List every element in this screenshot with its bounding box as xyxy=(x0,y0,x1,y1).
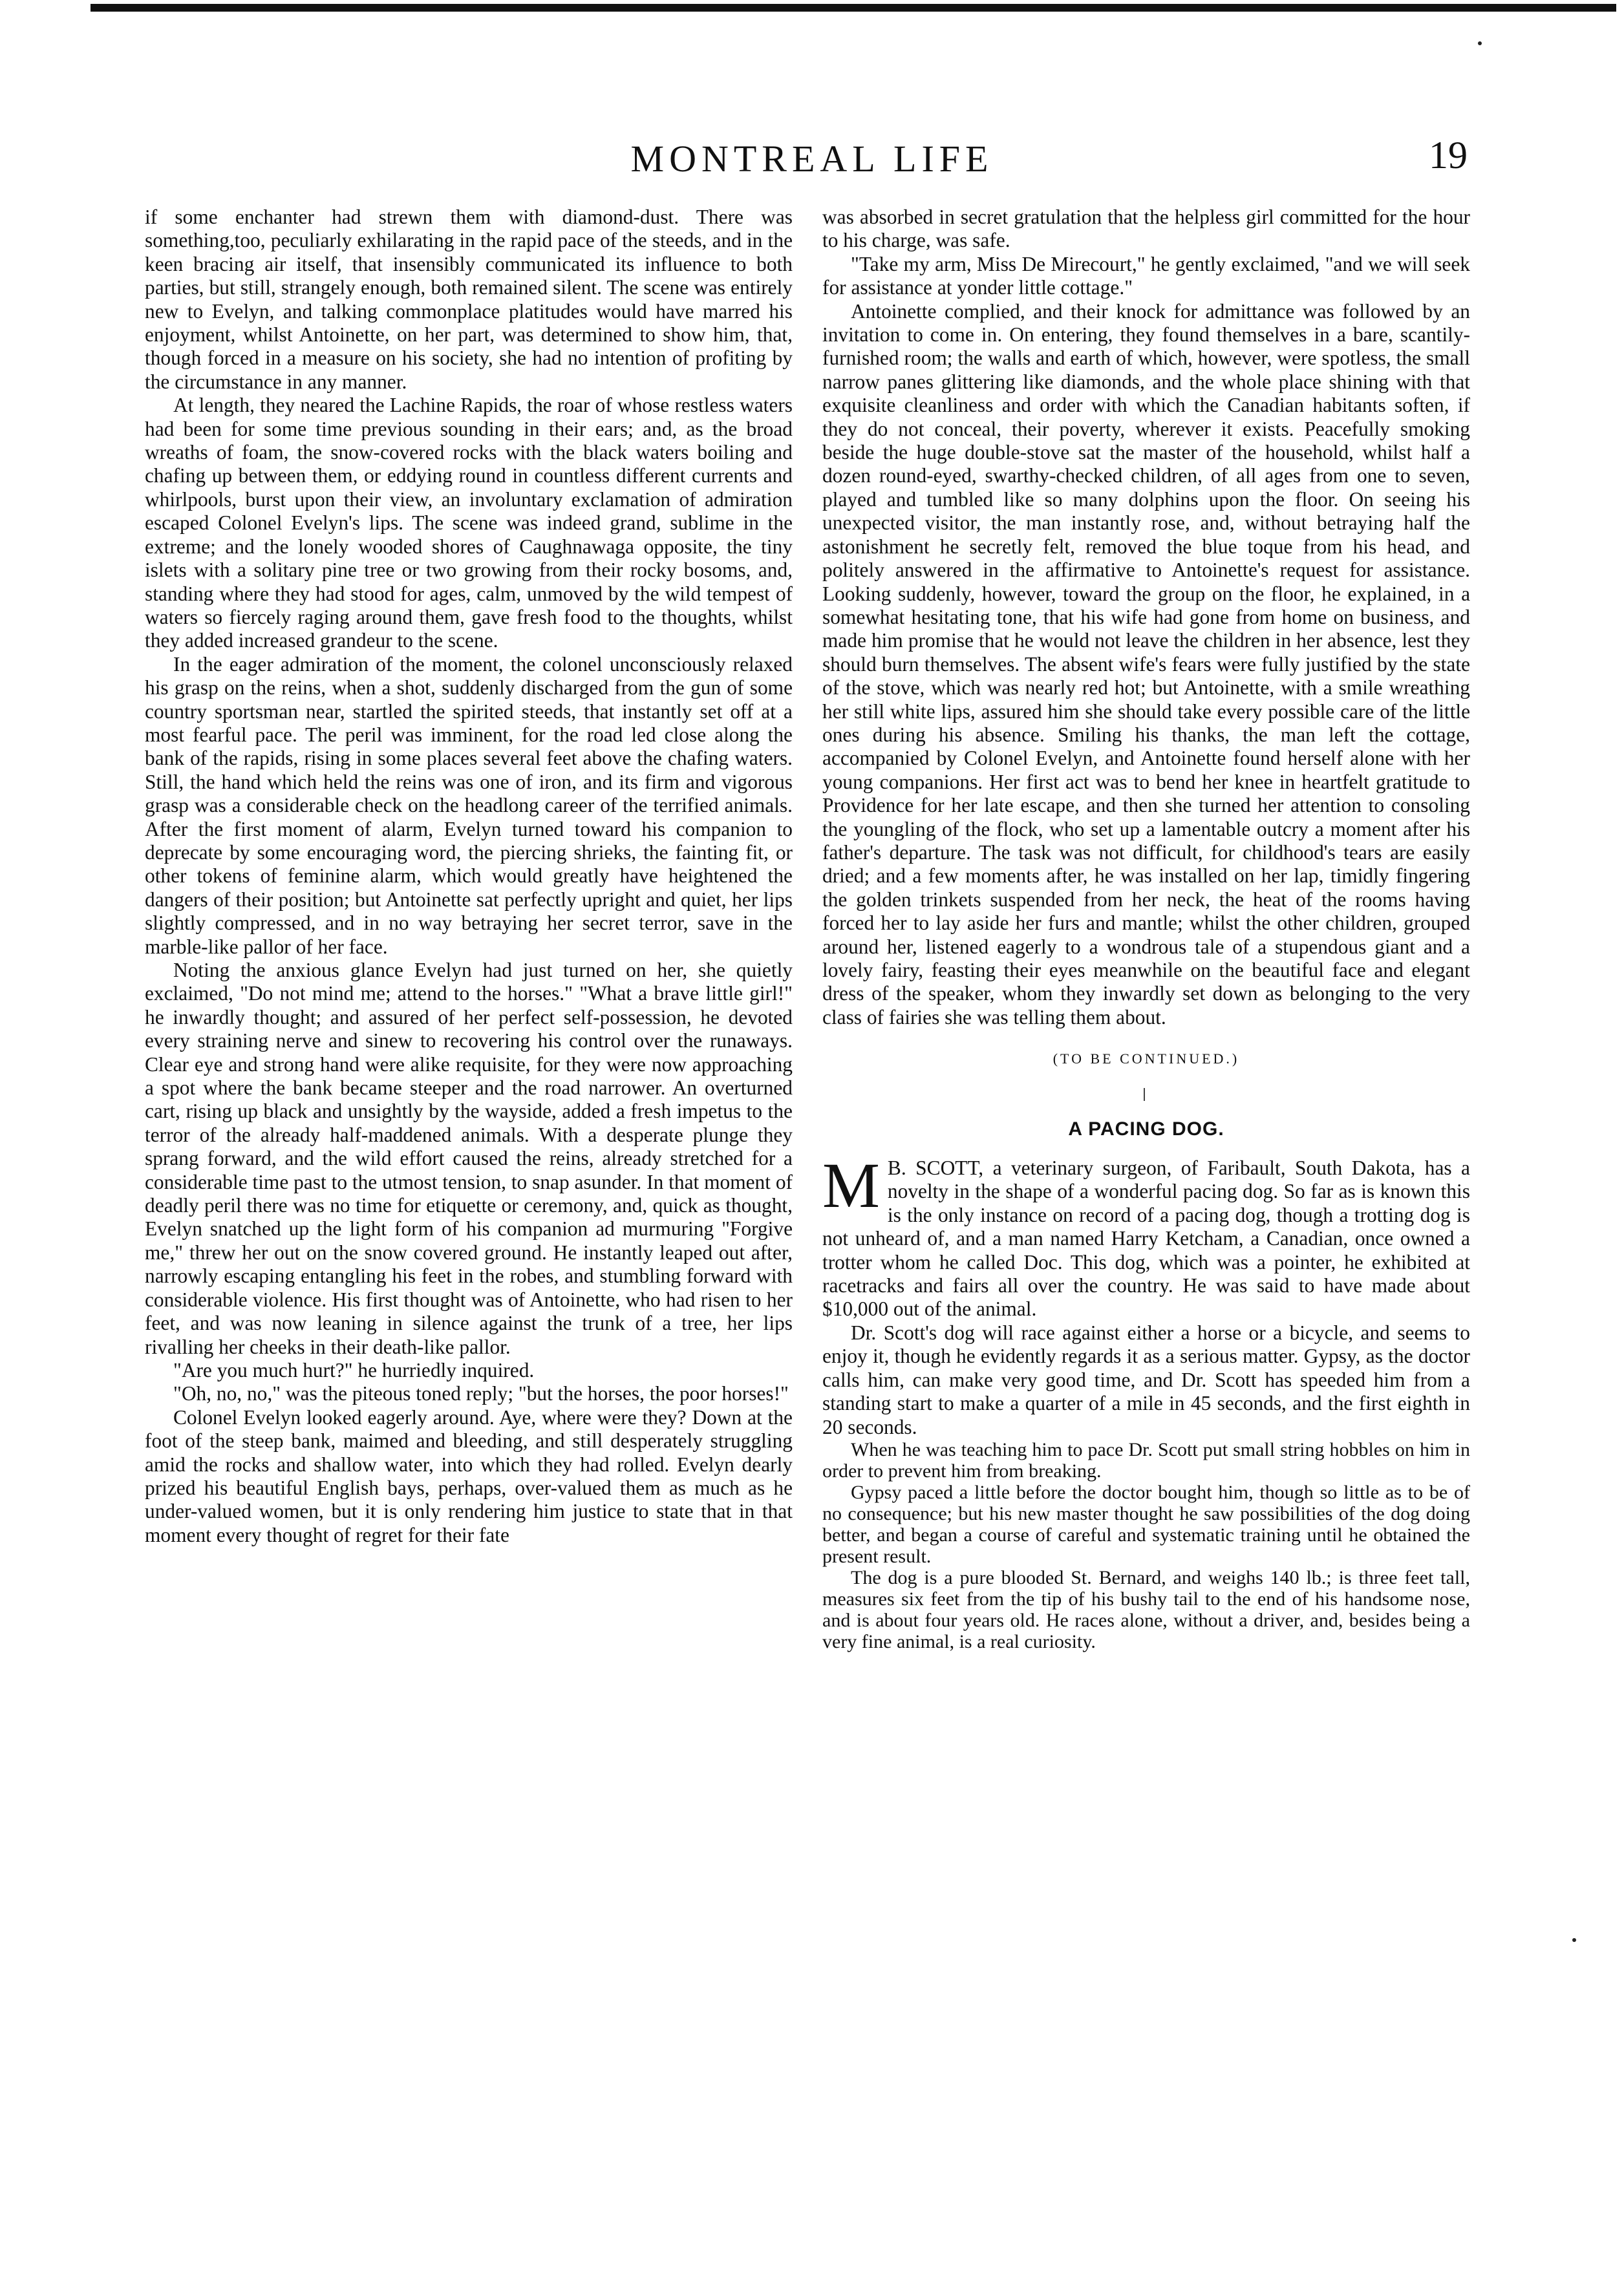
article-lead-paragraph xyxy=(822,1149,1470,1321)
paragraph: In the eager admiration of the moment, the colonel unconsciously relaxed his grasp on the reins, when a shot, suddenly discharged from the gun of some country sportsman near, startled the spirited steeds, that instantly set off at a most fearful pace. The peril was imminent, for the road led close along the bank of the rapids, rising in some places several feet above the chafing waters. Still, the hand which held the reins was one of iron, and its firm and vigorous grasp was a considerable check on the headlong career of the terrified animals. After the first moment of alarm, Evelyn turned toward his companion to deprecate by some encouraging word, the piercing shrieks, the fainting fit, or other tokens of feminine alarm, which would greatly have heightened the dangers of their position; but Antoinette sat perfectly upright and quiet, her lips slightly compressed, and in no way betraying her secret terror, save in the marble-like pallor of her face. xyxy=(145,652,793,958)
paragraph: At length, they neared the Lachine Rapids, the roar of whose restless waters had been for some time previous sounding in their ears; and, as the broad wreaths of foam, the snow-covered rocks with the black waters boiling and chafing up between them, or eddying round in countless different currents and whirlpools, burst upon their view, an involuntary exclamation of admiration escaped Colonel Evelyn's lips. The scene was indeed grand, sublime in the extreme; and the lonely wooded shores of Caughnawaga opposite, the tiny islets with a solitary pine tree or two growing from their rocky bosoms, and, standing where they had stood for ages, calm, unmoved by the wild tempest of waters so fiercely raging around them, gave fresh food to the thoughts, whilst they added increased grandeur to the scene. xyxy=(145,394,793,652)
paragraph: When he was teaching him to pace Dr. Scott put small string hobbles on him in order to prevent him from breaking. xyxy=(822,1438,1470,1482)
paragraph: "Oh, no, no," was the piteous toned reply; "but the horses, the poor horses!" xyxy=(173,1382,789,1405)
right-column xyxy=(822,206,1470,1652)
speck xyxy=(1478,41,1482,45)
paragraph: Dr. Scott's dog will race against either a horse or a bicycle, and seems to enjoy it, though he evidently regards it as a serious matter. Gypsy, as the doctor calls him, can make very good time, and Dr. Scott has speeded him from a standing start to make a quarter of a mile in 45 seconds, and the first eighth in 20 seconds. xyxy=(822,1321,1470,1438)
paragraph: Gypsy paced a little before the doctor bought him, though so little as to be of no consequence; but his new master thought he saw possibilities of the dog doing better, and began a course of careful and systematic training until he obtained the present result. xyxy=(822,1481,1470,1567)
paragraph: The dog is a pure blooded St. Bernard, and weighs 140 lb.; is three feet tall, measures six feet from the tip of his bushy tail to the end of his handsome nose, and is about four years old. He races alone, without a driver, and, besides being a very fine animal, is a real curiosity. xyxy=(822,1566,1470,1652)
lead-text: B. SCOTT, a veterinary surgeon, of Faribault, South Dakota, has a novelty in the shape of a wonderful pacing dog. So far as is known this is the only instance on record of a pacing dog, though a trotting dog is not unheard of, and a man named Harry Ketcham, a Canadian, once owned a trotter whom he called Doc. This dog, which was a pointer, he exhibited at racetracks and fairs all over the country. He was said to have made about $10,000 out of the animal. xyxy=(822,1157,1470,1321)
top-rule xyxy=(91,4,1616,12)
speck xyxy=(1572,1938,1576,1942)
paragraph: "Take my arm, Miss De Mirecourt," he gently exclaimed, "and we will seek for assistance at yonder little cottage." xyxy=(822,252,1470,299)
left-column xyxy=(145,206,793,1547)
drop-cap: M xyxy=(822,1149,880,1222)
paragraph: Antoinette complied, and their knock for admittance was followed by an invitation to come in. On entering, they found themselves in a bare, scantily-furnished room; the walls and earth of which, however, were spotless, the small narrow panes glittering like diamonds, and the whole place shining with that exquisite cleanliness and order with which the Canadian habitants soften, if they do not conceal, their poverty, wherever it exists. Peacefully smoking beside the huge double-stove sat the master of the household, whilst half a dozen round-eyed, swarthy-checked children, of all ages from one to seven, played and tumbled like so many dolphins upon the floor. On seeing his unexpected visitor, the man instantly rose, and, without betraying half the astonishment he secretly felt, removed the blue toque from his head, and politely answered in the affirmative to Antoinette's request for assistance. Looking suddenly, however, toward the group on the floor, he explained, in a somewhat hesitating tone, that his wife had gone from home on business, and made him promise that he would not leave the children in her absence, lest they should burn themselves. The absent wife's fears were fully justified by the state of the stove, which was nearly red hot; but Antoinette, with a smile wreathing her still white lips, assured him she should take every possible care of the little ones during his absence. Smiling his thanks, the man left the cottage, accompanied by Colonel Evelyn, and Antoinette found herself alone with her young companions. Her first act was to bend her knee in heartfelt gratitude to Providence for her late escape, and then she turned her attention to consoling the youngling of the flock, who set up a lamentable outcry a moment after his father's departure. The task was not difficult, for childhood's tears are easily dried; and a few moments after, he was installed on her lap, timidly fingering the golden trinkets suspended from her neck, the heat of the rooms having forced her to lay aside her furs and mantle; whilst the other children, grouped around her, listened eagerly to a wondrous tale of a stupendous giant and a lovely fairy, feasting their eyes meanwhile on the beautiful face and elegant dress of the speaker, whom they inwardly set down as belonging to the very class of fairies she was telling them about. xyxy=(822,299,1470,1029)
page-number: 19 xyxy=(1429,134,1468,176)
paragraph: "Are you much hurt?" he hurriedly inquired. xyxy=(173,1358,535,1381)
article-headline: A PACING DOG. xyxy=(1068,1118,1224,1140)
running-header-title: MONTREAL LIFE xyxy=(630,138,994,180)
section-divider xyxy=(1144,1088,1149,1101)
paragraph: Colonel Evelyn looked eagerly around. Aye, where were they? Down at the foot of the steep bank, maimed and bleeding, and still desperately struggling amid the rocks and shallow water, into which they had rolled. Evelyn dearly prized his beautiful English bays, perhaps, over-valued them as much as he under-valued women, but it is only rendering him justice to state that in that moment every thought of regret for their fate xyxy=(145,1405,793,1546)
paragraph: if some enchanter had strewn them with diamond-dust. There was something,too, peculiarly exhilarating in the rapid pace of the steeds, and in the keen bracing air itself, that insensibly communicated its influence to both parties, but still, strangely enough, both remained silent. The scene was entirely new to Evelyn, and talking commonplace platitudes would have marred his enjoyment, whilst Antoinette, on her part, was determined to show him, that, though forced in a measure on his society, she had no intention of profiting by the circumstance in any manner. xyxy=(145,206,793,393)
paragraph: Noting the anxious glance Evelyn had just turned on her, she quietly exclaimed, "Do not mind me; attend to the horses." "What a brave little girl!" he inwardly thought; and assured of her perfect self-possession, he devoted every straining nerve and sinew to recovering his control over the runaways. Clear eye and strong hand were alike requisite, for they were now approaching a spot where the bank became steeper and the road narrower. An overturned cart, rising up black and unsightly by the wayside, added a fresh impetus to the terror of the already half-maddened animals. With a desperate plunge they sprang forward, and the wild effort caused the reins, already stretched for a considerable time past to the utmost tension, to snap asunder. In that moment of deadly peril there was no time for etiquette or ceremony, and, quick as thought, Evelyn snatched up the light form of his companion ad murmuring "Forgive me," threw her out on the snow covered ground. He instantly leaped out after, narrowly escaping entangling his feet in the robes, and stumbling forward with considerable violence. His first thought was of Antoinette, who had risen to her feet, and was now leaning in silence against the trunk of a tree, her lips rivalling her cheeks in their death-like pallor. xyxy=(145,959,793,1358)
to-be-continued-note: (TO BE CONTINUED.) xyxy=(1052,1051,1240,1067)
paragraph: was absorbed in secret gratulation that the helpless girl committed for the hour to his charge, was safe. xyxy=(822,206,1470,252)
